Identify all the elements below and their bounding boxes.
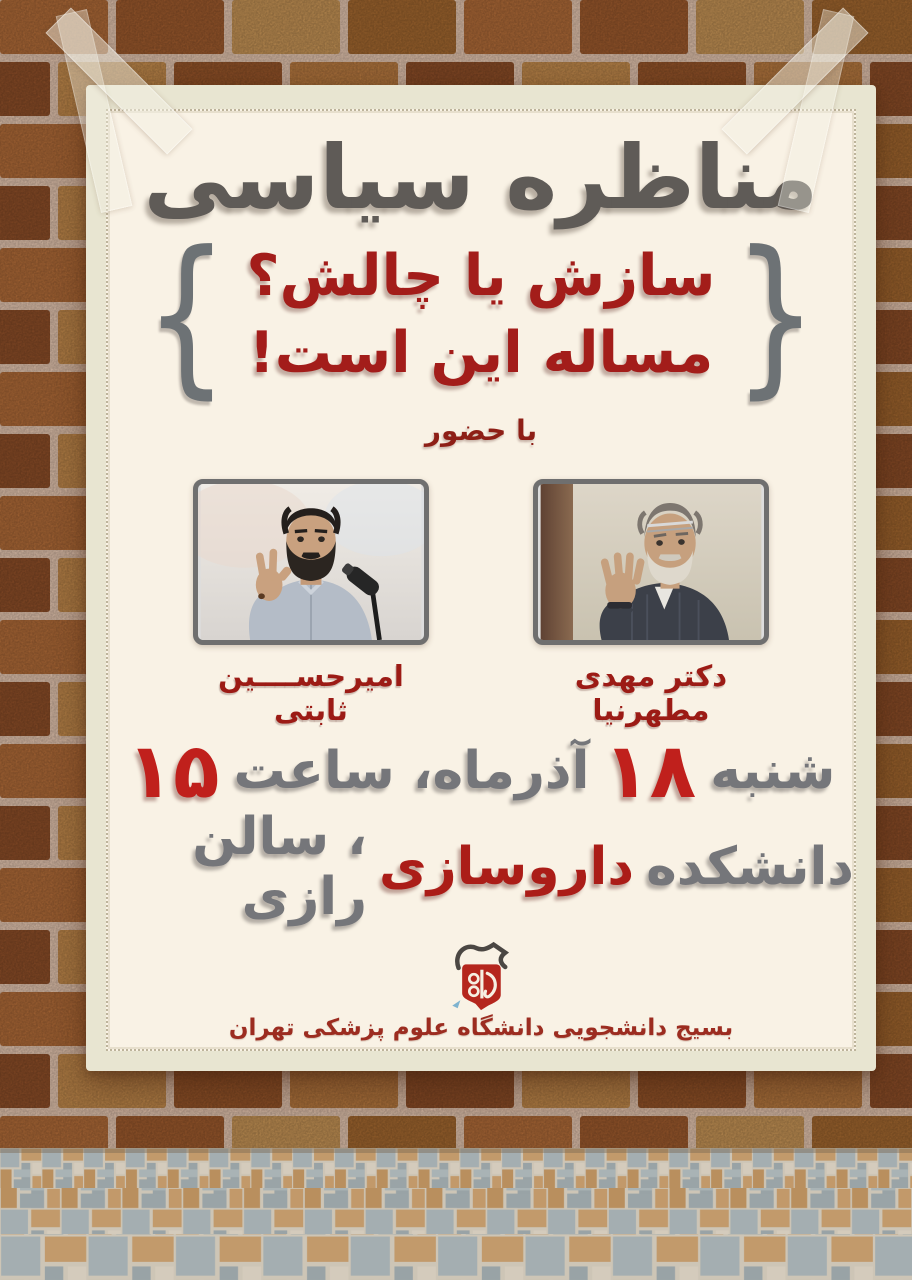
speaker-photo-younger xyxy=(193,479,429,645)
headline-line-1: سازش یا چالش؟ xyxy=(246,243,716,310)
schedule-time-number: ۱۵ xyxy=(126,726,220,816)
headline-lines xyxy=(247,238,716,392)
poster-title: مناظره سیاسی xyxy=(143,126,819,229)
speaker-photos-row xyxy=(193,479,769,645)
venue-suffix: ، سالن رازی xyxy=(192,807,368,928)
speaker-name-younger: امیرحســــین ثابتی xyxy=(218,659,404,728)
speaker-photo-older xyxy=(533,479,769,645)
poster-paper xyxy=(106,109,856,1051)
younger-speaker-portrait-illustration xyxy=(198,484,424,640)
headline-block xyxy=(144,215,818,416)
schedule-day: شنبه xyxy=(710,741,836,802)
older-speaker-portrait-illustration xyxy=(538,484,764,640)
pavement-floor xyxy=(0,1148,912,1280)
with-presence-label: با حضور xyxy=(424,414,538,448)
headline-line-2: مساله این است! xyxy=(248,320,714,387)
speaker-names-row xyxy=(193,659,769,727)
venue-prefix: دانشکده xyxy=(646,837,854,898)
schedule-line xyxy=(126,726,836,816)
student-basij-emblem-icon xyxy=(449,941,513,1011)
event-poster xyxy=(86,85,876,1071)
organization-logo xyxy=(449,941,513,1011)
curly-brace-left: { xyxy=(144,215,229,416)
curly-brace-right: } xyxy=(733,215,818,416)
venue-line xyxy=(108,807,854,927)
organization-name: بسیج دانشجویی دانشگاه علوم پزشکی تهران xyxy=(228,1015,734,1042)
venue-highlight: داروسازی xyxy=(379,837,635,898)
schedule-month-time: آذرماه، ساعت xyxy=(233,741,590,802)
speaker-name-older: دکتر مهدی مطهرنیا xyxy=(574,659,728,728)
schedule-date-number: ۱۸ xyxy=(603,726,697,816)
